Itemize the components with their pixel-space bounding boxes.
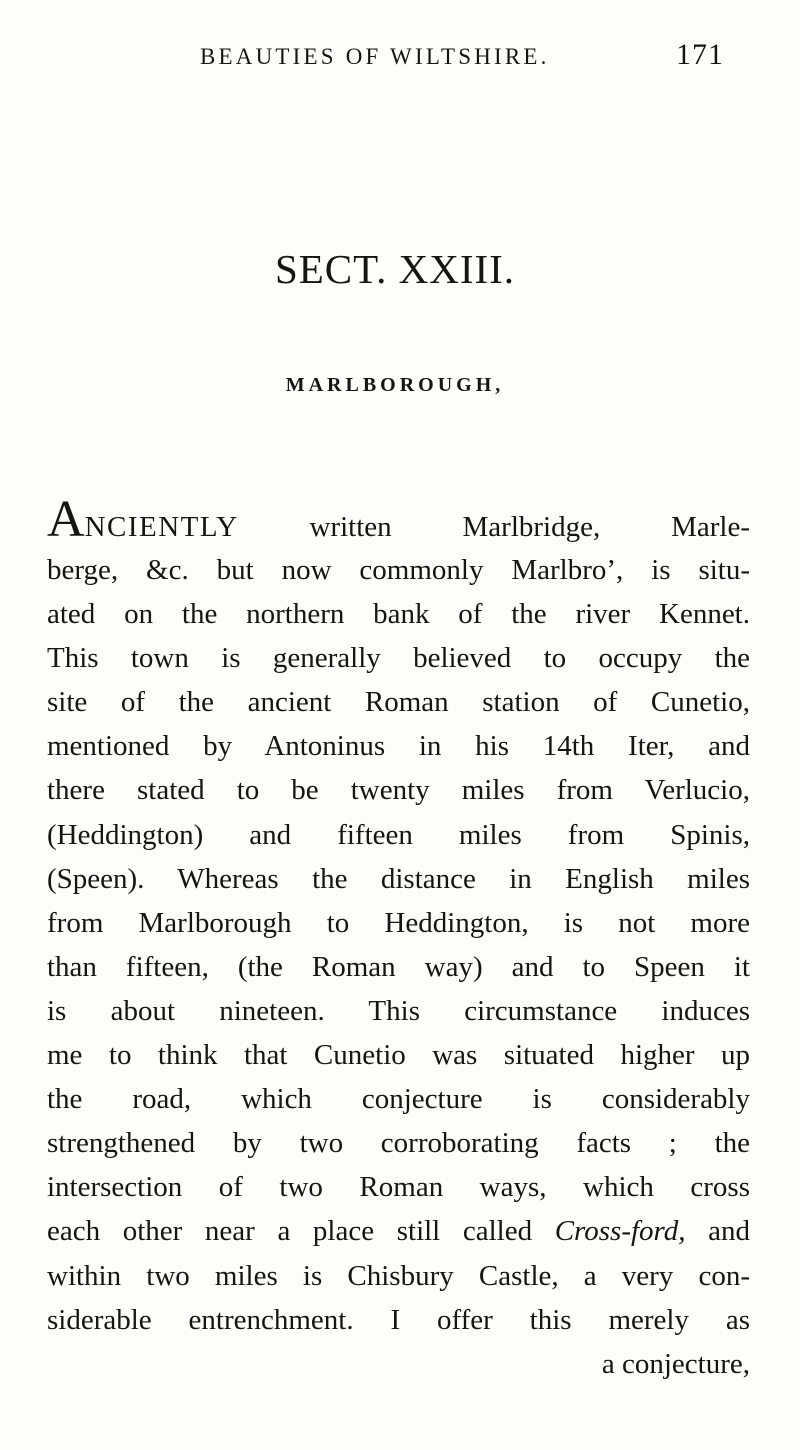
catchword-line: a conjecture, xyxy=(601,1347,750,1380)
body-text xyxy=(47,491,751,1386)
italic-place-name: Cross-ford, xyxy=(554,1215,686,1248)
text-line: ated on the northern bank of the river Kennet. xyxy=(47,598,750,631)
page-number: 171 xyxy=(676,38,724,71)
text-fragment: and xyxy=(685,1215,751,1248)
text-line: mentioned by Antoninus in his 14th Iter, and xyxy=(47,730,750,763)
text-line: strengthened by two corroborating facts ; the xyxy=(47,1127,750,1160)
text-fragment: written Marlbridge, Marle- xyxy=(238,511,750,543)
text-line: site of the ancient Roman station of Cunetio, xyxy=(47,686,750,719)
drop-cap: A xyxy=(47,491,85,548)
text-line: than fifteen, (the Roman way) and to Speen it xyxy=(47,950,750,983)
text-line: within two miles is Chisbury Castle, a very con- xyxy=(47,1259,750,1292)
text-line xyxy=(47,491,750,548)
text-line: me to think that Cunetio was situated higher up xyxy=(47,1039,750,1072)
place-heading: MARLBOROUGH, xyxy=(285,374,505,396)
text-line: from Marlborough to Heddington, is not more xyxy=(47,906,750,939)
running-title: BEAUTIES OF WILTSHIRE. xyxy=(200,44,550,69)
text-line: there stated to be twenty miles from Verlucio, xyxy=(47,774,750,807)
text-line: (Heddington) and fifteen miles from Spinis, xyxy=(47,818,750,851)
section-title: SECT. XXIII. xyxy=(274,246,516,292)
small-caps-word: NCIENTLY xyxy=(84,511,239,543)
running-head xyxy=(200,38,730,78)
text-line xyxy=(47,1209,750,1253)
text-fragment: each other near a place still called xyxy=(47,1215,555,1248)
text-line: berge, &c. but now commonly Marlbro’, is situ- xyxy=(47,554,750,586)
text-line: siderable entrenchment. I offer this merely as xyxy=(47,1303,750,1336)
text-line: intersection of two Roman ways, which cross xyxy=(47,1171,750,1204)
text-line: is about nineteen. This circumstance induces xyxy=(47,994,750,1027)
text-line: This town is generally believed to occupy the xyxy=(47,642,750,675)
text-line: (Speen). Whereas the distance in English miles xyxy=(47,862,750,895)
text-line: the road, which conjecture is considerably xyxy=(47,1083,750,1116)
